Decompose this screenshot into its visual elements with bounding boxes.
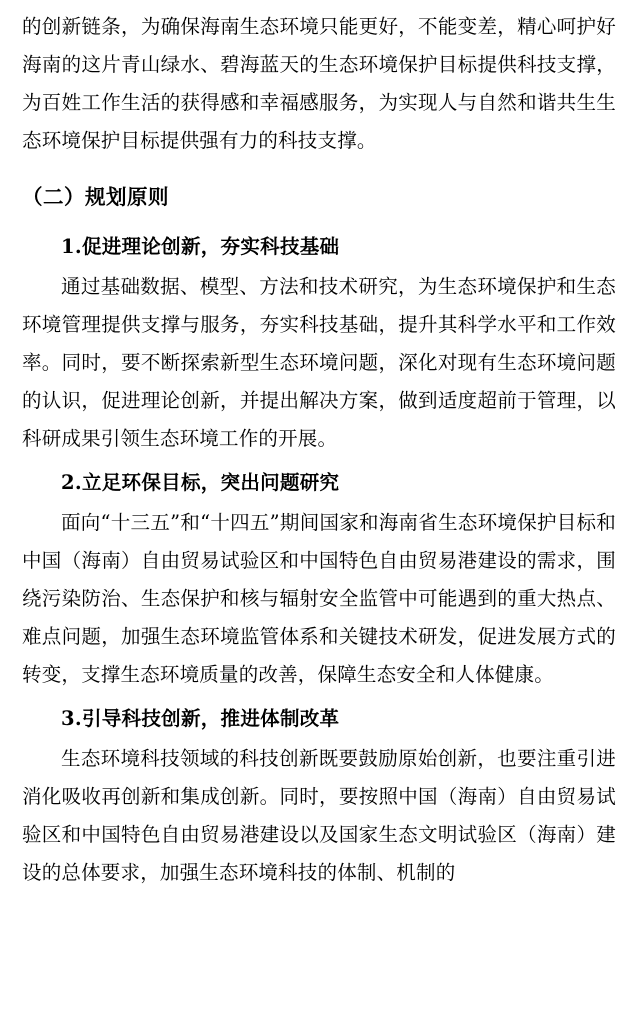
section-heading-planning-principles: （二）规划原则 — [22, 185, 169, 209]
paragraph-principle-2: 面向“十三五”和“十四五”期间国家和海南省生态环境保护目标和中国（海南）自由贸易试验区和中国特色自由贸易港建设的需求，围绕污染防治、生态保护和核与辐射安全监管中可能遇到的重大热点、难点问题，加强生态环境监管体系和关键技术研发，促进发展方式的转变，支撑生态环境质量的改善，保障生态安全和人体健康。 — [22, 511, 616, 686]
paragraph-principle-3: 生态环境科技领域的科技创新既要鼓励原始创新，也要注重引进消化吸收再创新和集成创新。同时，要按照中国（海南）自由贸易试验区和中国特色自由贸易港建设以及国家生态文明试验区（海南）建设的总体要求，加强生态环境科技的体制、机制的 — [22, 747, 616, 884]
paragraph-continuation: 的创新链条，为确保海南生态环境只能更好，不能变差，精心呵护好海南的这片青山绿水、碧海蓝天的生态环境保护目标提供科技支撑，为百姓工作生活的获得感和幸福感服务，为实现人与自然和谐共生生态环境保护目标提供强有力的科技支撑。 — [22, 15, 616, 152]
subsection-heading-2: 2.立足环保目标，突出问题研究 — [61, 471, 340, 494]
subsection-heading-3: 3.引导科技创新，推进体制改革 — [61, 707, 340, 730]
subsection-heading-1: 1.促进理论创新，夯实科技基础 — [61, 235, 340, 258]
paragraph-principle-1: 通过基础数据、模型、方法和技术研究，为生态环境保护和生态环境管理提供支撑与服务，夯实科技基础，提升其科学水平和工作效率。同时，要不断探索新型生态环境问题，深化对现有生态环境问题的认识，促进理论创新，并提出解决方案，做到适度超前于管理，以科研成果引领生态环境工作的开展。 — [22, 275, 616, 450]
